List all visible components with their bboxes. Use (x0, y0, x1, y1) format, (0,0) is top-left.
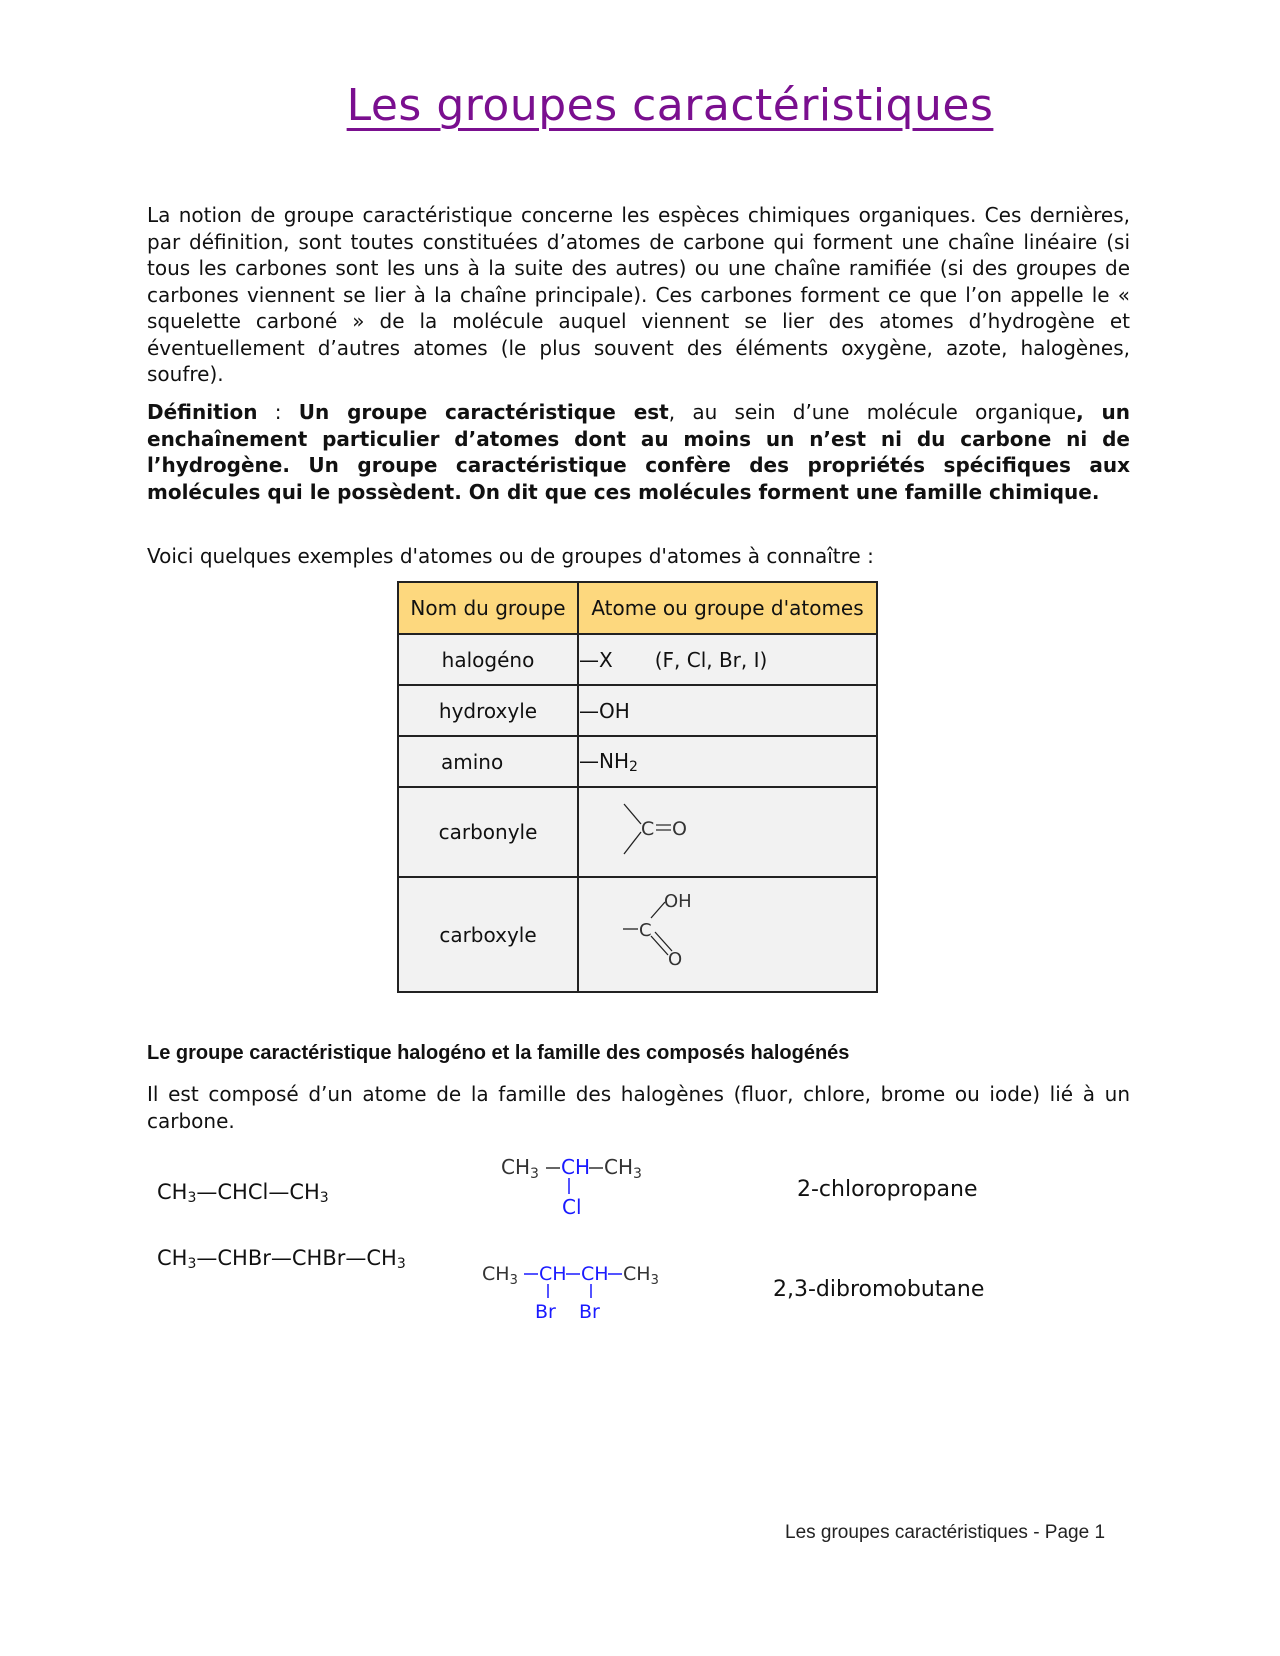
compound-name-2: 2,3-dibromobutane (773, 1277, 985, 1302)
table-row (398, 736, 877, 787)
halogeno-text: Il est composé d’un atome de la famille des halogènes (fluor, chlore, brome ou iode) lié à un carbone. (147, 1082, 1130, 1133)
formula-atom: $CH_3$ (482, 1263, 518, 1288)
group-formula-carbonyle (578, 787, 877, 877)
formula-atom: $CH_3$ (501, 1155, 539, 1182)
table-header-formula: Atome ou groupe d'atomes (578, 582, 877, 634)
formula-halogen-list: (F, Cl, Br, I) (654, 647, 768, 672)
formula-atom-c: CH (539, 1263, 567, 1285)
table-row (398, 787, 877, 877)
formula-part: —CHCl—CH (196, 1180, 320, 1204)
definition-label: Définition (147, 400, 258, 424)
formula-text: —X (579, 647, 613, 672)
group-name-hydroxyle: hydroxyle (398, 685, 578, 736)
carbonyl-structure (579, 788, 876, 871)
definition-paragraph (147, 399, 1130, 505)
bond-line (624, 804, 641, 824)
group-formula-amino (578, 736, 877, 787)
substituent-atom: Cl (562, 1195, 582, 1219)
double-bond-line (651, 936, 668, 955)
table-row (398, 877, 877, 992)
bond-line (651, 902, 665, 918)
formula-subscript: 3 (187, 1256, 197, 1272)
halogeno-heading: Le groupe caractéristique halogéno et la famille des composés halogénés (147, 1042, 850, 1064)
carboxyl-carbon: C (639, 920, 652, 941)
definition-text-2: , au sein d’une molécule organique (668, 400, 1077, 424)
condensed-formula-2 (157, 1246, 406, 1272)
definition-text-1: Un groupe caractéristique est (298, 400, 669, 424)
groups-table (397, 581, 878, 993)
examples-intro: Voici quelques exemples d'atomes ou de groupes d'atomes à connaître : (147, 544, 874, 568)
formula-part: CH (157, 1246, 188, 1270)
formula-subscript: 2 (629, 758, 638, 775)
carbonyl-oxygen: O (672, 818, 687, 840)
definition-text-3: , un enchaînement particulier d’atomes dont au moins un n’est ni du carbone ni de l’hydrogène (147, 400, 1130, 477)
page-title: Les groupes caractéristiques (346, 80, 994, 131)
formula-subscript: 3 (187, 1190, 197, 1206)
group-name-halogeno: halogéno (398, 634, 578, 685)
group-formula-halogeno (578, 634, 877, 685)
formula-atom-c: CH (561, 1155, 591, 1179)
group-formula-hydroxyle: —OH (578, 685, 877, 736)
developed-formula-2 (478, 1256, 718, 1336)
carboxyl-oxygen: O (668, 949, 683, 970)
table-header-name: Nom du groupe (398, 582, 578, 634)
definition-text-4: . Un groupe caractéristique confère des propriétés spécifiques aux molécules qui le possèdent. On dit que ces molécules forment une famille chimique. (147, 453, 1130, 504)
table-row (398, 685, 877, 736)
formula-part: CH (157, 1180, 188, 1204)
formula-subscript: 3 (319, 1190, 329, 1206)
group-name-amino: amino (398, 736, 578, 787)
definition-separator: : (257, 400, 299, 424)
formula-atom: $CH_3$ (623, 1263, 659, 1288)
formula-text: —NH (579, 748, 629, 773)
condensed-formula-1 (157, 1180, 329, 1206)
page-footer: Les groupes caractéristiques - Page 1 (785, 1522, 1106, 1543)
intro-paragraph: La notion de groupe caractéristique concerne les espèces chimiques organiques. Ces dernières, par définition, sont toutes constituées d’atomes de carbone qui forment une chaîne linéaire (si tous les carbones sont les uns à la suite des autres) ou une chaîne ramifiée (si des groupes de carbones viennent se lier à la chaîne principale). Ces carbones forment ce que l’on appelle le « squelette carboné » de la molécule auquel viennent se lier des atomes d’hydrogène et éventuellement d’autres atomes (le plus souvent des éléments oxygène, azote, halogènes, soufre). (147, 203, 1130, 386)
formula-subscript: 3 (396, 1256, 406, 1272)
carboxyl-structure (579, 878, 876, 986)
bond-line (624, 832, 641, 854)
formula-part: —CHBr—CHBr—CH (196, 1246, 397, 1270)
group-name-carbonyle: carbonyle (398, 787, 578, 877)
carboxyl-hydroxyl: OH (664, 891, 692, 912)
carbonyl-carbon: C (641, 818, 655, 840)
substituent-atom: Br (535, 1301, 556, 1323)
formula-atom: $CH_3$ (604, 1155, 642, 1182)
group-formula-carboxyle (578, 877, 877, 992)
compound-name-1: 2-chloropropane (797, 1177, 978, 1202)
substituent-atom: Br (579, 1301, 600, 1323)
group-name-carboxyle: carboxyle (398, 877, 578, 992)
table-header-row (398, 582, 877, 634)
developed-formula-1 (495, 1150, 695, 1230)
formula-atom-c: CH (581, 1263, 609, 1285)
table-row (398, 634, 877, 685)
